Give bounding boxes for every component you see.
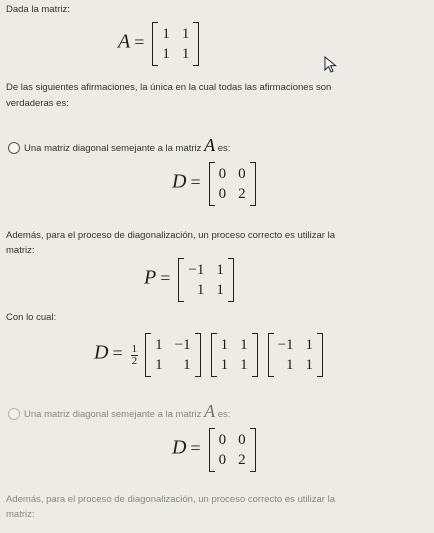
option-1-matrix-d-equation: D = 0 0 0 2 [172, 162, 256, 206]
intro-text: Dada la matriz: [6, 4, 70, 15]
option-2-statement: Una matriz diagonal semejante a la matriz A es: [24, 401, 231, 421]
option-2-matrix-d-equation: D = 0 0 0 2 [172, 428, 256, 472]
product-matrix-2: 1 1 1 1 [211, 333, 258, 377]
option-1-process-line-1: Además, para el proceso de diagonalización, un proceso correcto es utilizar la [6, 230, 335, 241]
option-1-statement: Una matriz diagonal semejante a la matriz A es: [24, 135, 231, 155]
option-1-con-lo-cual: Con lo cual: [6, 312, 57, 323]
option-2-process-line-1: Además, para el proceso de diagonalización, un proceso correcto es utilizar la [6, 494, 335, 505]
option-1-matrix-d: 0 0 0 2 [209, 162, 256, 206]
option-2-process-line-2: matriz: [6, 509, 35, 520]
mouse-cursor-icon [324, 56, 338, 74]
product-matrix-1: 1 −1 1 1 [145, 333, 200, 377]
option-1-process-line-2: matriz: [6, 245, 35, 256]
question-line-2: verdaderas es: [6, 98, 69, 109]
matrix-a: 1 1 1 1 [152, 22, 199, 66]
option-2-matrix-d: 0 0 0 2 [209, 428, 256, 472]
option-1-radio[interactable] [8, 142, 20, 154]
product-matrix-3: −1 1 1 1 [268, 333, 323, 377]
option-1-matrix-p: −1 1 1 1 [178, 258, 233, 302]
option-1-product-equation: D = $\frac{1}{2}$ 1 −1 1 1 1 1 1 1 −1 1 1 1 [94, 333, 323, 377]
question-line-1: De las siguientes afirmaciones, la única en la cual todas las afirmaciones son [6, 82, 332, 93]
matrix-a-name: A [118, 30, 131, 53]
one-half-fraction: $\frac{1}{2}$ [131, 342, 138, 367]
matrix-a-equation: A = 1 1 1 1 [118, 22, 199, 66]
option-1-matrix-p-equation: P = −1 1 1 1 [144, 258, 234, 302]
option-2-radio[interactable] [8, 408, 20, 420]
